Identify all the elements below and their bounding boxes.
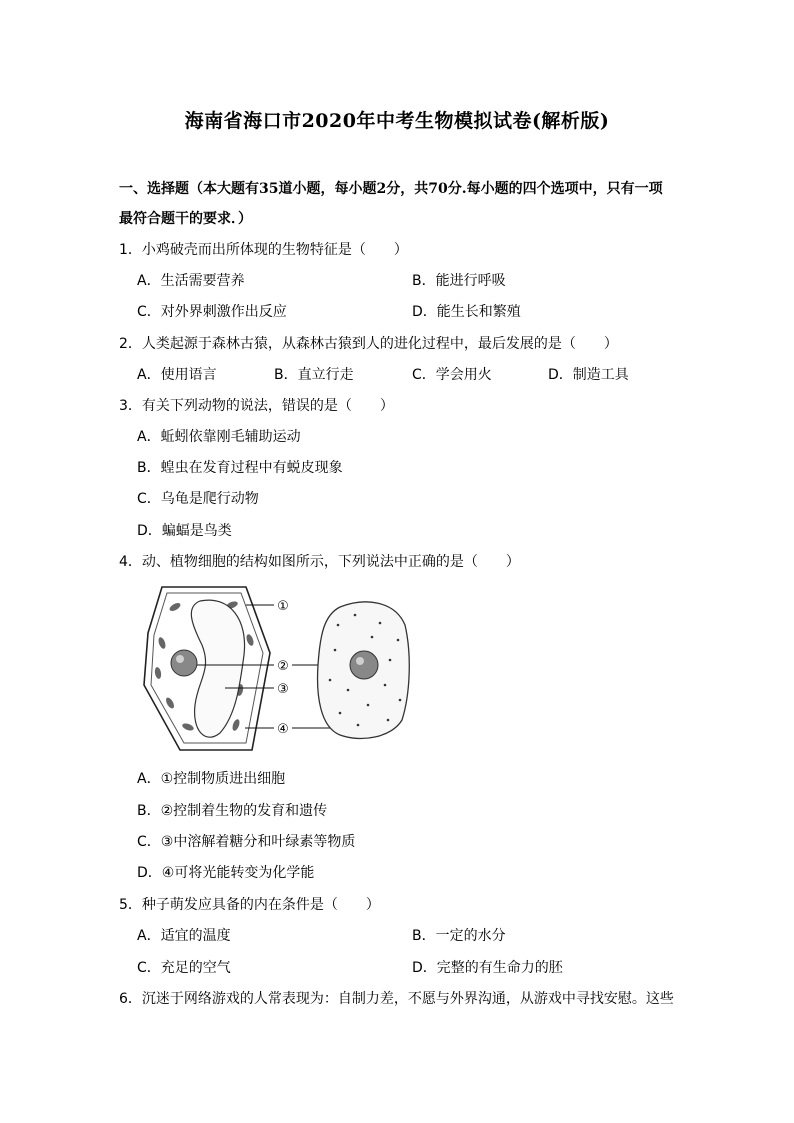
question-4-stem: 4．动、植物细胞的结构如图所示，下列说法中正确的是（ ）	[119, 554, 520, 570]
plant-cell	[144, 587, 270, 750]
figure-label-4: ④	[277, 722, 289, 737]
question-1-option-a: A．生活需要营养	[137, 273, 245, 289]
question-2-option-b: B．直立行走	[274, 367, 354, 383]
question-4-option-b: B．②控制着生物的发育和遗传	[137, 803, 328, 819]
page-title: 海南省海口市2020年中考生物模拟试卷(解析版)	[184, 110, 610, 132]
question-3-stem: 3．有关下列动物的说法，错误的是（ ）	[119, 398, 394, 414]
nucleolus	[176, 655, 184, 663]
question-3-option-a: A．蚯蚓依靠刚毛辅助运动	[137, 429, 301, 445]
question-5-option-b: B．一定的水分	[412, 928, 506, 944]
animal-nucleolus	[356, 657, 364, 665]
figure-label-1: ①	[277, 599, 289, 614]
plant-nucleus	[171, 650, 197, 676]
question-1-option-d: D．能生长和繁殖	[412, 304, 521, 320]
question-6-stem: 6．沉迷于网络游戏的人常表现为：自制力差，不愿与外界沟通，从游戏中寻找安慰。这些	[119, 991, 674, 1007]
question-3-option-d: D．蝙蝠是鸟类	[137, 523, 232, 539]
figure-label-3: ③	[277, 682, 289, 697]
animal-cell	[318, 602, 410, 739]
question-1-stem: 1．小鸡破壳而出所体现的生物特征是（ ）	[119, 242, 408, 258]
question-1-option-c: C．对外界刺激作出反应	[137, 304, 287, 320]
question-2-option-a: A．使用语言	[137, 367, 217, 383]
animal-nucleus	[350, 651, 378, 679]
question-2-stem: 2．人类起源于森林古猿，从森林古猿到人的进化过程中，最后发展的是（ ）	[119, 336, 618, 352]
question-5-stem: 5．种子萌发应具备的内在条件是（ ）	[119, 897, 380, 913]
question-1-option-b: B．能进行呼吸	[412, 273, 506, 289]
cell-structure-figure	[140, 585, 420, 755]
question-5-option-d: D．完整的有生命力的胚	[412, 960, 563, 976]
question-5-option-a: A．适宜的温度	[137, 928, 231, 944]
section-heading-line-1: 一、选择题（本大题有35道小题，每小题2分，共70分.每小题的四个选项中，只有一项	[119, 181, 663, 197]
question-3-option-c: C．乌龟是爬行动物	[137, 491, 259, 507]
question-4-option-a: A．①控制物质进出细胞	[137, 771, 286, 787]
question-5-option-c: C．充足的空气	[137, 960, 231, 976]
question-4-option-d: D．④可将光能转变为化学能	[137, 865, 315, 881]
question-2-option-c: C．学会用火	[412, 367, 492, 383]
figure-label-2: ②	[277, 659, 289, 674]
section-heading-line-2: 最符合题干的要求．）	[119, 211, 252, 227]
question-2-option-d: D．制造工具	[548, 367, 629, 383]
question-4-option-c: C．③中溶解着糖分和叶绿素等物质	[137, 834, 356, 850]
question-3-option-b: B．蝗虫在发育过程中有蜕皮现象	[137, 460, 343, 476]
